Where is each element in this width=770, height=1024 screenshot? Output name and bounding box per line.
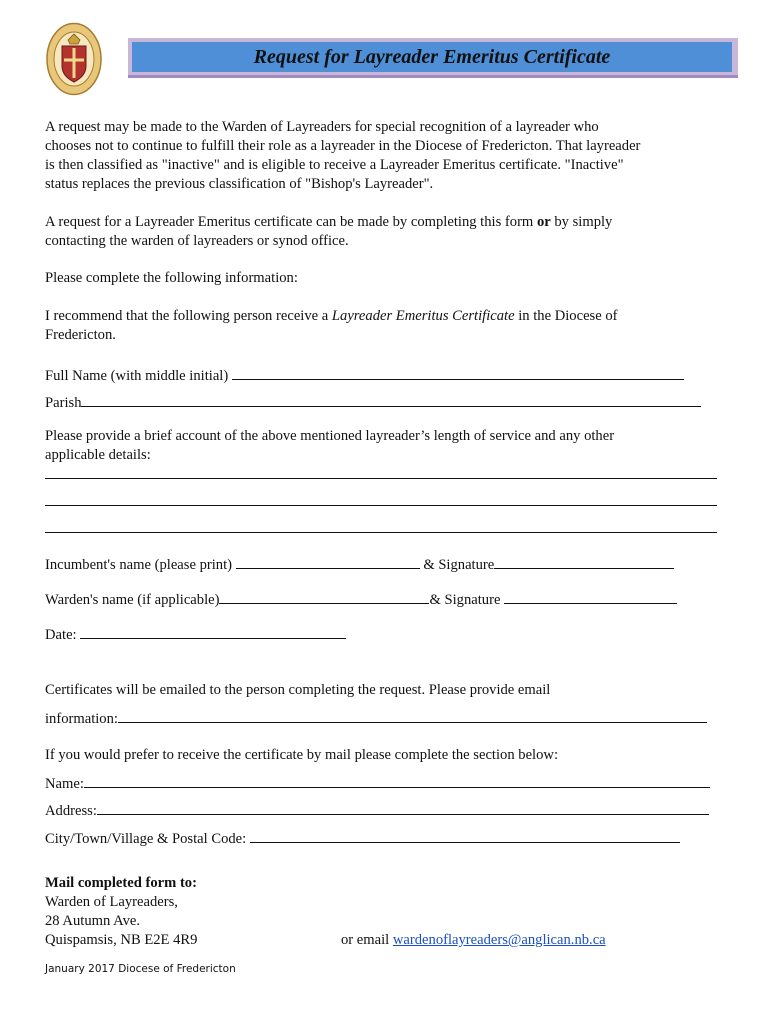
page-title: Request for Layreader Emeritus Certificate bbox=[132, 42, 732, 72]
intro-paragraph-line: is then classified as "inactive" and is eligible to receive a Layreader Emeritus certificate. "Inactive" bbox=[45, 157, 624, 173]
email-contact-row bbox=[341, 931, 606, 950]
mail-to-line: Quispamsis, NB E2E 4R9 bbox=[45, 932, 198, 948]
certificate-name-italic: Layreader Emeritus Certificate bbox=[331, 308, 515, 324]
mail-name-field[interactable] bbox=[84, 773, 710, 788]
date-row bbox=[45, 624, 346, 645]
account-line-3[interactable] bbox=[45, 532, 717, 533]
mail-address-row bbox=[45, 800, 709, 821]
mail-city-row bbox=[45, 828, 680, 849]
warden-name-label: Warden's name (if applicable) bbox=[45, 592, 220, 608]
mail-city-field[interactable] bbox=[250, 828, 680, 843]
text-segment: I recommend that the following person receive a bbox=[45, 308, 332, 324]
or-email-label: or email bbox=[341, 932, 393, 948]
mail-to-line: Warden of Layreaders, bbox=[45, 894, 178, 910]
mail-address-field[interactable] bbox=[97, 800, 709, 815]
mail-city-label: City/Town/Village & Postal Code: bbox=[45, 831, 250, 847]
parish-label: Parish bbox=[45, 395, 82, 411]
mail-name-row bbox=[45, 773, 710, 794]
full-name-label: Full Name (with middle initial) bbox=[45, 368, 232, 384]
warden-row bbox=[45, 589, 677, 610]
diocese-seal-logo bbox=[46, 22, 102, 96]
account-line-1[interactable] bbox=[45, 478, 717, 479]
email-label: information: bbox=[45, 711, 118, 727]
mail-address-label: Address: bbox=[45, 803, 97, 819]
date-label: Date: bbox=[45, 627, 81, 643]
full-name-field[interactable] bbox=[232, 365, 684, 380]
instructions-text: Please complete the following information: bbox=[45, 270, 298, 286]
incumbent-signature-field[interactable] bbox=[494, 554, 674, 569]
parish-row bbox=[45, 392, 701, 413]
warden-signature-label: & Signature bbox=[429, 592, 505, 608]
request-paragraph-line: contacting the warden of layreaders or synod office. bbox=[45, 233, 349, 249]
text-segment: in the Diocese of bbox=[514, 308, 618, 324]
intro-paragraph-line: status replaces the previous classification of "Bishop's Layreader". bbox=[45, 176, 434, 192]
mail-to-heading: Mail completed form to: bbox=[45, 875, 197, 891]
mail-instructions: If you would prefer to receive the certificate by mail please complete the section below: bbox=[45, 747, 558, 763]
incumbent-name-field[interactable] bbox=[236, 554, 420, 569]
recommend-paragraph-line bbox=[45, 307, 618, 326]
date-field[interactable] bbox=[80, 624, 346, 639]
email-row bbox=[45, 708, 707, 729]
warden-name-field[interactable] bbox=[219, 589, 429, 604]
warden-signature-field[interactable] bbox=[504, 589, 677, 604]
recommend-paragraph-line: Fredericton. bbox=[45, 327, 116, 343]
incumbent-name-label: Incumbent's name (please print) bbox=[45, 557, 236, 573]
mail-to-line: 28 Autumn Ave. bbox=[45, 913, 140, 929]
parish-field[interactable] bbox=[81, 392, 701, 407]
request-paragraph-line bbox=[45, 213, 612, 232]
email-instructions: Certificates will be emailed to the person completing the request. Please provide email bbox=[45, 682, 551, 698]
account-prompt-line: Please provide a brief account of the above mentioned layreader’s length of service and any other bbox=[45, 428, 615, 444]
text-segment: by simply bbox=[550, 214, 613, 230]
email-field[interactable] bbox=[118, 708, 707, 723]
incumbent-signature-label: & Signature bbox=[419, 557, 495, 573]
incumbent-row bbox=[45, 554, 674, 575]
account-prompt-line: applicable details: bbox=[45, 447, 151, 463]
intro-paragraph-line: chooses not to continue to fulfill their role as a layreader in the Diocese of Fredericton. That layreader bbox=[45, 138, 641, 154]
account-line-2[interactable] bbox=[45, 505, 717, 506]
emphasis-or: or bbox=[536, 214, 551, 230]
full-name-row bbox=[45, 365, 684, 386]
footer-text: January 2017 Diocese of Fredericton bbox=[45, 963, 236, 975]
text-segment: A request for a Layreader Emeritus certificate can be made by completing this form bbox=[45, 214, 537, 230]
intro-paragraph-line: A request may be made to the Warden of Layreaders for special recognition of a layreader who bbox=[45, 119, 599, 135]
email-link[interactable]: wardenoflayreaders@anglican.nb.ca bbox=[392, 932, 606, 948]
mail-name-label: Name: bbox=[45, 776, 84, 792]
